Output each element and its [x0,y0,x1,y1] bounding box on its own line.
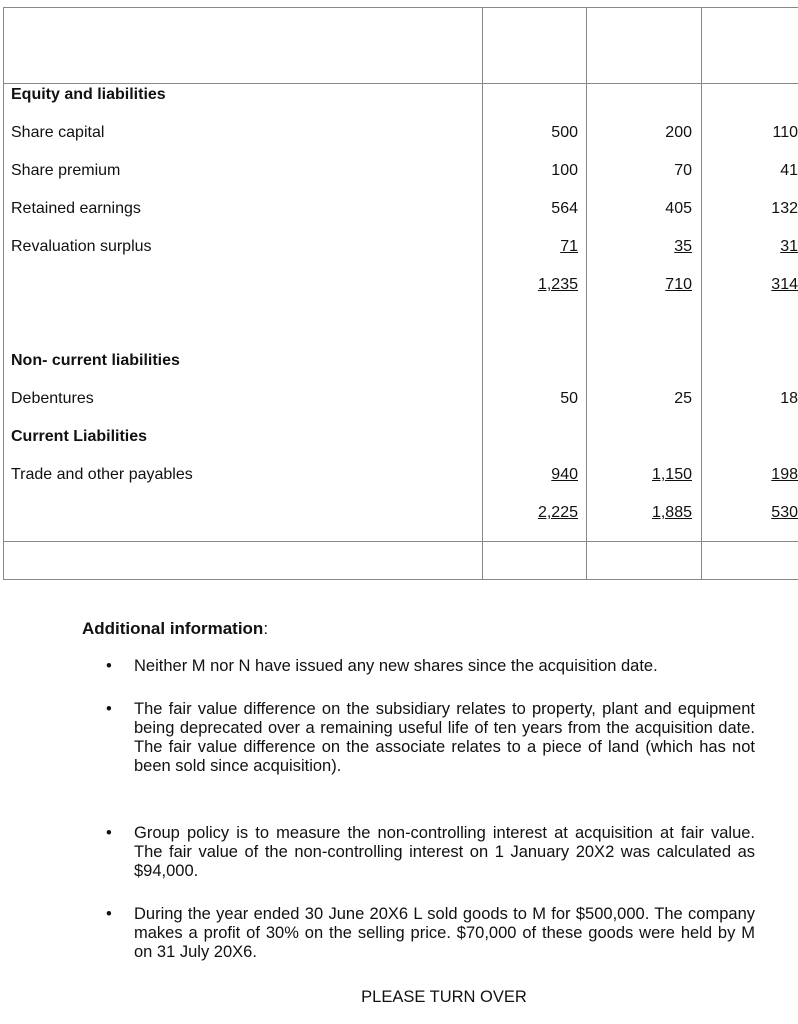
cell-equity-total-col3: 314 [771,276,798,293]
page-footer: PLEASE TURN OVER [361,988,527,1006]
bullet-text: Group policy is to measure the non-controlling interest at acquisition at fair value. The fair value of the non-controlling interest on 1 January 20X2 was calculated as $94,000. [134,824,755,880]
table-divider-header [3,83,798,84]
row-label-non-current-liabilities: Non- current liabilities [11,352,180,369]
bullet-icon: • [106,700,112,718]
list-item [100,824,755,881]
cell-revaluation-surplus-col2: 35 [674,238,692,255]
additional-information-colon: : [263,619,269,638]
row-label-share-capital: Share capital [11,124,105,141]
cell-share-premium-col1: 100 [551,162,578,179]
bullet-icon: • [106,657,112,675]
balance-sheet-table [3,7,798,580]
cell-equity-total-col1: 1,235 [537,276,578,293]
row-label-debentures: Debentures [11,390,94,407]
row-label-share-premium: Share premium [11,162,121,179]
bullet-icon: • [106,905,112,923]
cell-retained-earnings-col1: 564 [551,200,578,217]
cell-grand-total-col3: 530 [771,504,798,521]
cell-debentures-col2: 25 [674,390,692,407]
cell-share-capital-col1: 500 [551,124,578,141]
cell-share-premium-col2: 70 [674,162,692,179]
row-label-revaluation-surplus: Revaluation surplus [11,238,152,255]
cell-grand-total-col2: 1,885 [651,504,692,521]
cell-revaluation-surplus-col1: 71 [560,238,578,255]
list-item [100,657,755,676]
table-border-top [3,7,798,8]
cell-grand-total-col1: 2,225 [537,504,578,521]
cell-debentures-col3: 18 [780,390,798,407]
bullet-text: The fair value difference on the subsidiary relates to property, plant and equipment being deprecated over a remaining useful life of ten years from the acquisition date. The fair value difference on the associate relates to a piece of land (which has not been sold since acquisition). [134,700,755,775]
cell-debentures-col1: 50 [560,390,578,407]
cell-share-premium-col3: 41 [780,162,798,179]
cell-trade-payables-col2: 1,150 [651,466,692,483]
row-label-equity-and-liabilities: Equity and liabilities [11,86,166,103]
additional-information-title: Additional information [82,619,264,638]
row-label-retained-earnings: Retained earnings [11,200,141,217]
row-label-current-liabilities: Current Liabilities [11,428,148,445]
table-column-divider-3 [701,7,702,580]
table-column-divider-2 [586,7,587,580]
additional-information-heading [82,619,268,639]
table-border-bottom [3,579,798,580]
bullet-icon: • [106,824,112,842]
cell-trade-payables-col3: 198 [771,466,798,483]
table-column-divider-1 [482,7,483,580]
list-item [100,905,755,962]
cell-share-capital-col2: 200 [665,124,692,141]
bullet-text: Neither M nor N have issued any new shares since the acquisition date. [134,657,658,675]
row-label-trade-and-other-payables: Trade and other payables [11,466,193,483]
cell-share-capital-col3: 110 [772,124,798,141]
list-item [100,700,755,776]
cell-trade-payables-col1: 940 [551,466,578,483]
table-divider-footer [3,541,798,542]
cell-equity-total-col2: 710 [665,276,692,293]
additional-information-list [100,657,755,962]
cell-retained-earnings-col3: 132 [771,200,798,217]
cell-revaluation-surplus-col3: 31 [780,238,798,255]
cell-retained-earnings-col2: 405 [665,200,692,217]
bullet-text: During the year ended 30 June 20X6 L sold goods to M for $500,000. The company makes a profit of 30% on the selling price. $70,000 of these goods were held by M on 31 July 20X6. [134,905,755,961]
table-border-left [3,7,4,580]
